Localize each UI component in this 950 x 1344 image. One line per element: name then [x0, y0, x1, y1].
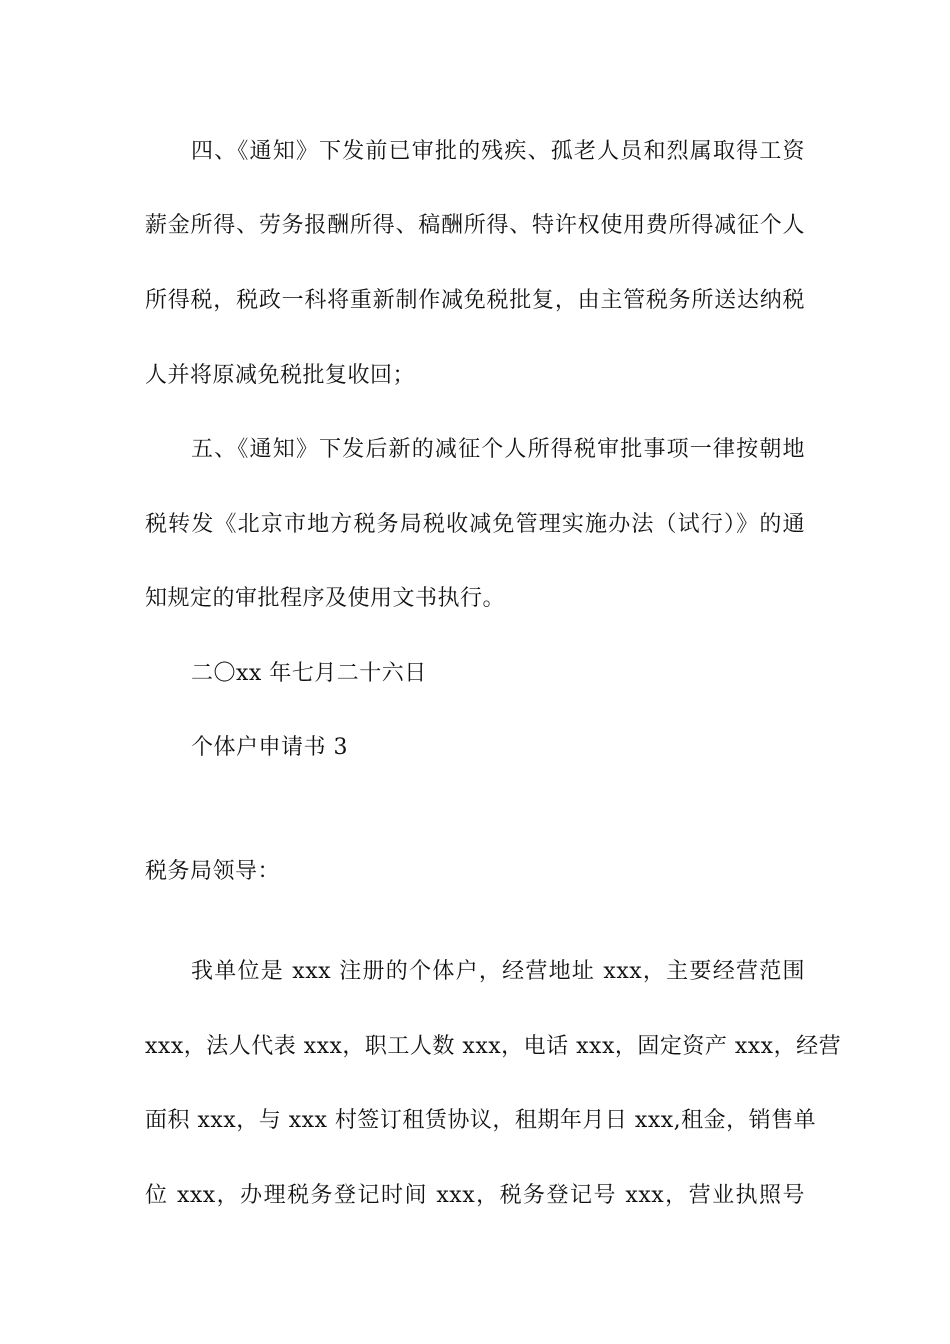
- application-line-1: 我单位是 xxx 注册的个体户，经营地址 xxx，主要经营范围: [191, 959, 805, 984]
- application-line-3: 面积 xxx，与 xxx 村签订租赁协议，租期年月日 xxx,租金，销售单: [145, 1108, 817, 1133]
- document-date: 二〇xx 年七月二十六日: [191, 661, 427, 686]
- paragraph-4-line-1: 四、《通知》下发前已审批的残疾、孤老人员和烈属取得工资: [191, 139, 805, 164]
- paragraph-4-line-2: 薪金所得、劳务报酬所得、稿酬所得、特许权使用费所得减征个人: [145, 213, 805, 238]
- application-line-4: 位 xxx，办理税务登记时间 xxx，税务登记号 xxx，营业执照号: [145, 1183, 805, 1208]
- application-line-2: xxx，法人代表 xxx，职工人数 xxx，电话 xxx，固定资产 xxx，经营: [145, 1034, 842, 1059]
- paragraph-5-line-1: 五、《通知》下发后新的减征个人所得税审批事项一律按朝地: [191, 437, 805, 462]
- paragraph-4-line-3: 所得税，税政一科将重新制作减免税批复，由主管税务所送达纳税: [145, 288, 805, 313]
- salutation: 税务局领导：: [145, 859, 281, 884]
- paragraph-5-line-2: 税转发《北京市地方税务局税收减免管理实施办法（试行）》的通: [145, 512, 805, 537]
- paragraph-4-line-4: 人并将原减免税批复收回；: [145, 363, 416, 388]
- paragraph-5-line-3: 知规定的审批程序及使用文书执行。: [145, 586, 506, 611]
- section-title: 个体户申请书 3: [191, 735, 348, 760]
